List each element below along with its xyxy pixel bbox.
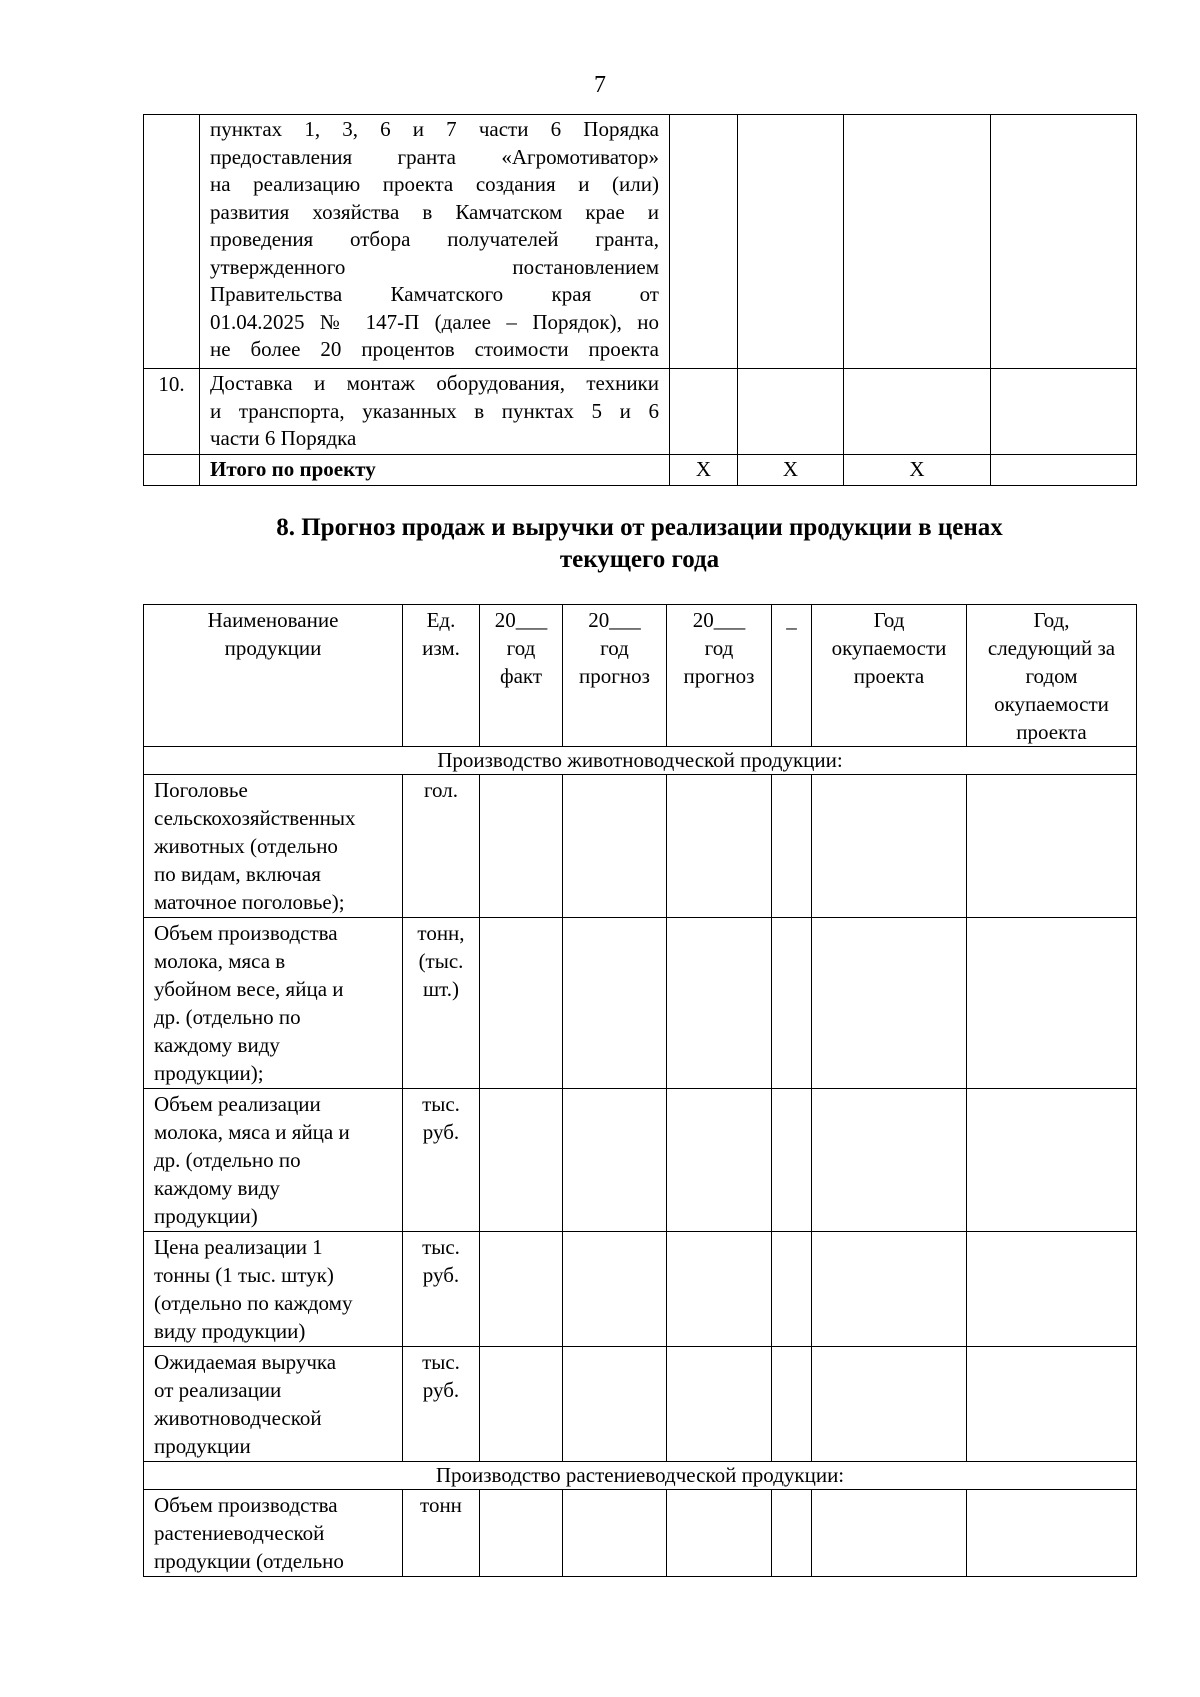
empty-cell bbox=[738, 369, 844, 455]
empty-cell bbox=[772, 1232, 812, 1347]
product-unit: тонн bbox=[403, 1490, 480, 1577]
desc-line: части 6 Порядка bbox=[210, 426, 357, 450]
product-name: Цена реализации 1 тонны (1 тыс. штук) (отдельно по каждому виду продукции) bbox=[144, 1232, 403, 1347]
empty-cell bbox=[967, 1089, 1137, 1232]
table-row bbox=[144, 369, 1137, 455]
header-year-fact: 20___ год факт bbox=[480, 605, 563, 747]
empty-cell bbox=[967, 918, 1137, 1089]
desc-line: не более 20 процентов стоимости проекта bbox=[210, 337, 659, 361]
total-label: Итого по проекту bbox=[200, 455, 670, 486]
row-description bbox=[200, 115, 670, 369]
header-payback-year: Год окупаемости проекта bbox=[812, 605, 967, 747]
product-unit: тонн, (тыс. шт.) bbox=[403, 918, 480, 1089]
table-row bbox=[144, 1490, 1137, 1577]
empty-cell bbox=[563, 1232, 667, 1347]
empty-cell bbox=[667, 918, 772, 1089]
empty-cell bbox=[738, 115, 844, 369]
product-name: Объем производства растениеводческой продукции (отдельно bbox=[144, 1490, 403, 1577]
empty-cell bbox=[844, 115, 991, 369]
empty-cell bbox=[812, 1089, 967, 1232]
header-name: Наименование продукции bbox=[144, 605, 403, 747]
product-name: Объем реализации молока, мяса и яйца и др. (отдельно по каждому виду продукции) bbox=[144, 1089, 403, 1232]
product-name: Объем производства молока, мяса в убойном весе, яйца и др. (отдельно по каждому виду продукции); bbox=[144, 918, 403, 1089]
table-row bbox=[144, 918, 1137, 1089]
desc-line: 01.04.2025 № 147-П (далее – Порядок), но bbox=[210, 309, 659, 334]
product-unit: тыс. руб. bbox=[403, 1089, 480, 1232]
product-unit: гол. bbox=[403, 775, 480, 918]
desc-line: на реализацию проекта создания и (или) bbox=[210, 172, 659, 196]
plant-section-label: Производство растениеводческой продукции: bbox=[144, 1462, 1137, 1490]
empty-cell bbox=[480, 1347, 563, 1462]
empty-cell bbox=[563, 1347, 667, 1462]
row-number: 10. bbox=[144, 369, 200, 455]
empty-cell bbox=[812, 775, 967, 918]
empty-cell bbox=[480, 918, 563, 1089]
empty-cell bbox=[967, 1232, 1137, 1347]
table-row bbox=[144, 115, 1137, 369]
header-year-forecast: 20___ год прогноз bbox=[563, 605, 667, 747]
empty-cell bbox=[812, 1232, 967, 1347]
product-name: Поголовье сельскохозяйственных животных (отдельно по видам, включая маточное поголовье); bbox=[144, 775, 403, 918]
empty-cell bbox=[772, 775, 812, 918]
animal-section-label: Производство животноводческой продукции: bbox=[144, 747, 1137, 775]
empty-cell bbox=[667, 1089, 772, 1232]
product-name: Ожидаемая выручка от реализации животноводческой продукции bbox=[144, 1347, 403, 1462]
total-x-cell: Х bbox=[670, 455, 738, 486]
section-row bbox=[144, 1462, 1137, 1490]
forecast-table bbox=[143, 604, 1137, 1577]
empty-cell bbox=[563, 775, 667, 918]
empty-cell bbox=[772, 1089, 812, 1232]
empty-cell bbox=[967, 1490, 1137, 1577]
header-row bbox=[144, 605, 1137, 747]
header-dash: _ bbox=[772, 605, 812, 747]
empty-cell bbox=[991, 369, 1137, 455]
product-unit: тыс. руб. bbox=[403, 1347, 480, 1462]
total-x-cell: Х bbox=[738, 455, 844, 486]
empty-cell bbox=[563, 1490, 667, 1577]
desc-line: Доставка и монтаж оборудования, техники bbox=[210, 371, 659, 395]
total-x-cell: Х bbox=[844, 455, 991, 486]
product-unit: тыс. руб. bbox=[403, 1232, 480, 1347]
empty-cell bbox=[772, 918, 812, 1089]
empty-cell bbox=[670, 369, 738, 455]
empty-cell bbox=[812, 1347, 967, 1462]
empty-cell bbox=[667, 775, 772, 918]
empty-cell bbox=[480, 1490, 563, 1577]
empty-cell bbox=[480, 775, 563, 918]
empty-cell bbox=[772, 1347, 812, 1462]
empty-cell bbox=[967, 1347, 1137, 1462]
empty-cell bbox=[667, 1490, 772, 1577]
empty-cell bbox=[144, 455, 200, 486]
header-year-forecast: 20___ год прогноз bbox=[667, 605, 772, 747]
table-row bbox=[144, 1232, 1137, 1347]
row-number bbox=[144, 115, 200, 369]
desc-line: утвержденного постановлением bbox=[210, 254, 659, 279]
total-row bbox=[144, 455, 1137, 486]
section-title: 8. Прогноз продаж и выручки от реализации продукции в ценах текущего года bbox=[276, 514, 1003, 573]
header-after-payback-year: Год, следующий за годом окупаемости проекта bbox=[967, 605, 1137, 747]
empty-cell bbox=[667, 1232, 772, 1347]
empty-cell bbox=[480, 1089, 563, 1232]
table-row bbox=[144, 775, 1137, 918]
empty-cell bbox=[670, 115, 738, 369]
desc-line: и транспорта, указанных в пунктах 5 и 6 bbox=[210, 398, 659, 423]
desc-line: проведения отбора получателей гранта, bbox=[210, 227, 659, 251]
empty-cell bbox=[563, 1089, 667, 1232]
empty-cell bbox=[991, 455, 1137, 486]
desc-line: пунктах 1, 3, 6 и 7 части 6 Порядка bbox=[210, 117, 659, 141]
empty-cell bbox=[812, 918, 967, 1089]
section-row bbox=[144, 747, 1137, 775]
empty-cell bbox=[844, 369, 991, 455]
header-unit: Ед. изм. bbox=[403, 605, 480, 747]
empty-cell bbox=[772, 1490, 812, 1577]
empty-cell bbox=[991, 115, 1137, 369]
row-description bbox=[200, 369, 670, 455]
table-row bbox=[144, 1347, 1137, 1462]
costs-table bbox=[143, 114, 1137, 486]
table-row bbox=[144, 1089, 1137, 1232]
desc-line: Правительства Камчатского края от bbox=[210, 282, 659, 306]
empty-cell bbox=[967, 775, 1137, 918]
empty-cell bbox=[480, 1232, 563, 1347]
desc-line: развития хозяйства в Камчатском крае и bbox=[210, 199, 659, 224]
desc-line: предоставления гранта «Агромотиватор» bbox=[210, 144, 659, 169]
empty-cell bbox=[667, 1347, 772, 1462]
page-number: 7 bbox=[594, 72, 606, 98]
empty-cell bbox=[812, 1490, 967, 1577]
empty-cell bbox=[563, 918, 667, 1089]
